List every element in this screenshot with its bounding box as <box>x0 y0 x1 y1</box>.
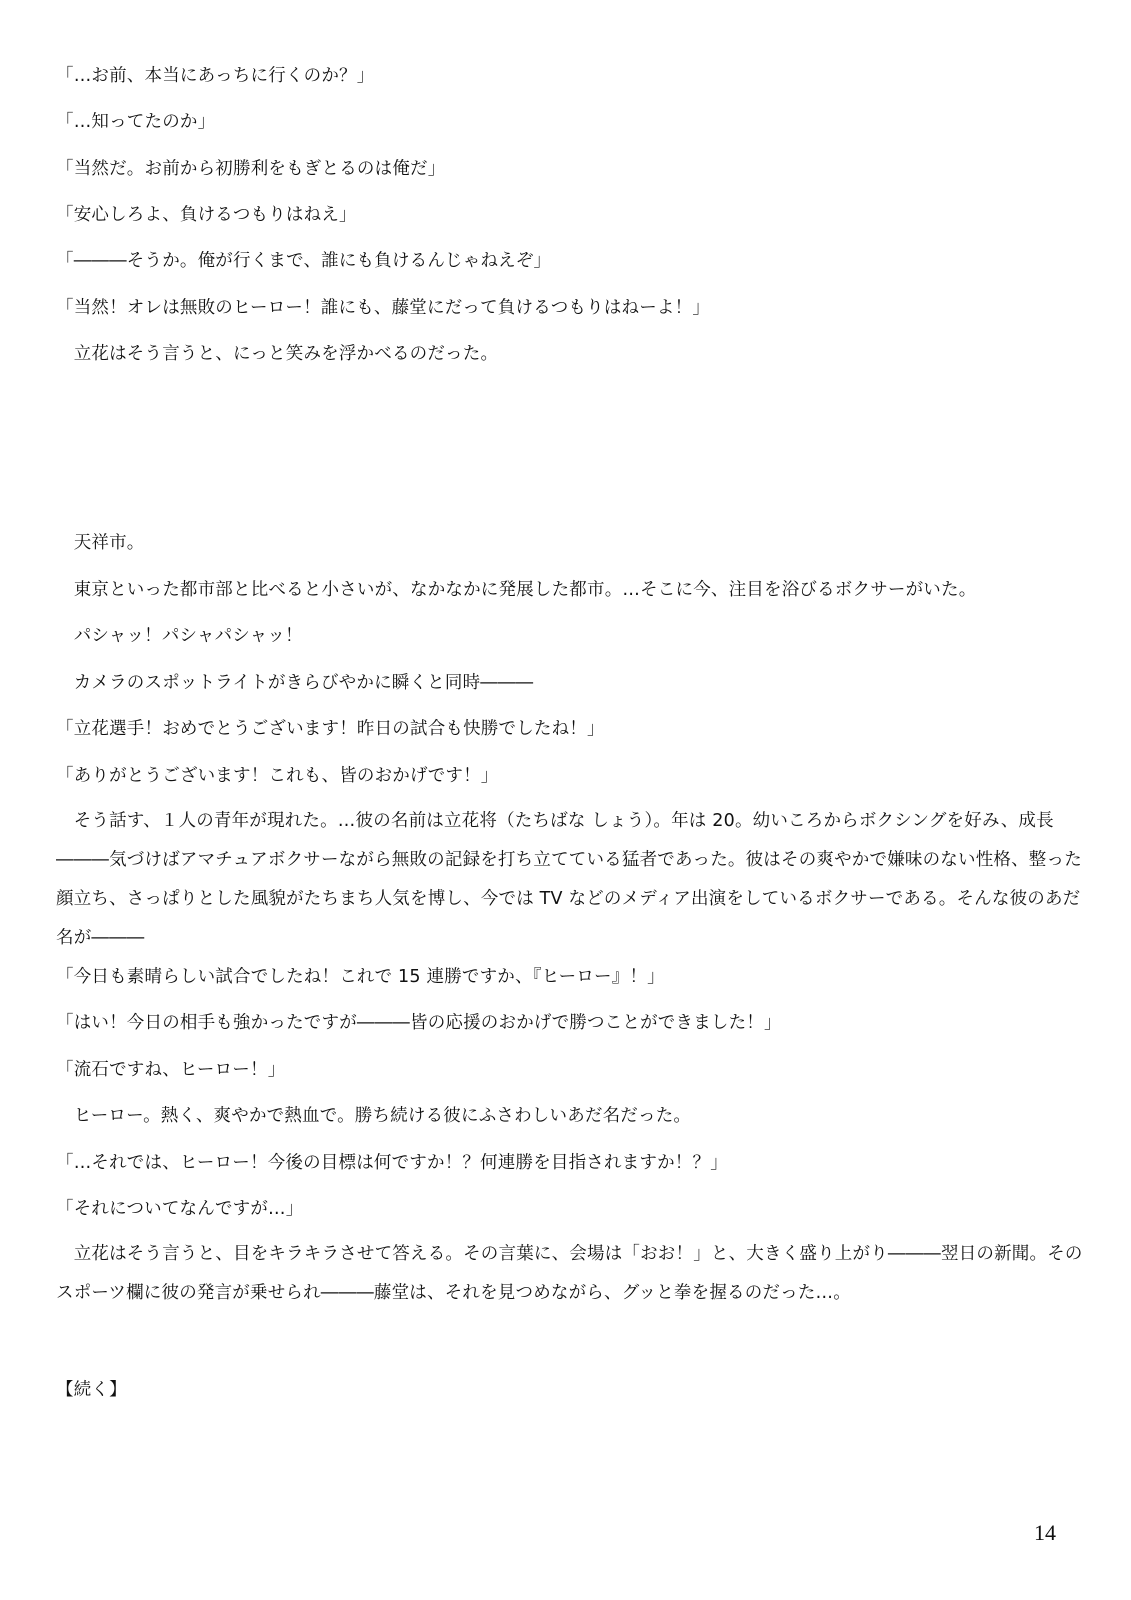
dialogue-line: 「それについてなんですが…」 <box>56 1199 304 1219</box>
dialogue-line: 「…それでは、ヒーロー！今後の目標は何ですか！？何連勝を目指されますか！？」 <box>56 1153 728 1173</box>
dialogue-line: 「今日も素晴らしい試合でしたね！これで 15 連勝ですか、『ヒーロー』！」 <box>56 967 665 987</box>
narration-line: 立花はそう言うと、にっと笑みを浮かべるのだった。 <box>56 344 499 364</box>
narration-line: 天祥市。 <box>56 533 145 553</box>
narration-line: ヒーロー。熱く、爽やかで熱血で。勝ち続ける彼にふさわしいあだ名だった。 <box>56 1106 692 1126</box>
dialogue-line: 「安心しろよ、負けるつもりはねえ」 <box>56 205 357 225</box>
narration-line: カメラのスポットライトがきらびやかに瞬くと同時――― <box>56 673 534 693</box>
dialogue-line: 「流石ですね、ヒーロー！」 <box>56 1060 286 1080</box>
dialogue-line: 「―――そうか。俺が行くまで、誰にも負けるんじゃねえぞ」 <box>56 251 552 271</box>
narration-line: 東京といった都市部と比べると小さいが、なかなかに発展した都市。…そこに今、注目を浴びるボクサーがいた。 <box>56 580 977 600</box>
dialogue-line: 「…お前、本当にあっちに行くのか？」 <box>56 66 375 86</box>
narration-line: パシャッ！パシャパシャッ！ <box>56 626 303 646</box>
dialogue-line: 「ありがとうございます！これも、皆のおかげです！」 <box>56 766 499 786</box>
page-number: 14 <box>1034 1520 1056 1545</box>
dialogue-line: 「立花選手！おめでとうございます！昨日の試合も快勝でしたね！」 <box>56 719 605 739</box>
narration-paragraph: 立花はそう言うと、目をキラキラさせて答える。その言葉に、会場は「おお！」と、大きく盛り上がり―――翌日の新聞。そのスポーツ欄に彼の発言が乗せられ―――藤堂は、それを見つめながら、グッと拳を握るのだった…。 <box>56 1244 1083 1303</box>
dialogue-line: 「当然！オレは無敗のヒーロー！誰にも、藤堂にだって負けるつもりはねーよ！」 <box>56 298 711 318</box>
dialogue-line: 「当然だ。お前から初勝利をもぎとるのは俺だ」 <box>56 159 446 179</box>
continued-marker: 【続く】 <box>56 1380 127 1400</box>
dialogue-line: 「はい！今日の相手も強かったですが―――皆の応援のおかげで勝つことができました！」 <box>56 1013 782 1033</box>
narration-paragraph: そう話す、１人の青年が現れた。…彼の名前は立花将（たちばな しょう）。年は 20。幼いころからボクシングを好み、成長―――気づけばアマチュアボクサーながら無敗の記録を打ち立てている猛者であった。彼はその爽やかで嫌味のない性格、整った顔立ち、さっぱりとした風貌がたちまち人気を博し、今では TV などのメディア出演をしているボクサーである。そんな彼のあだ名が――― <box>56 811 1082 948</box>
dialogue-line: 「…知ってたのか」 <box>56 112 216 132</box>
